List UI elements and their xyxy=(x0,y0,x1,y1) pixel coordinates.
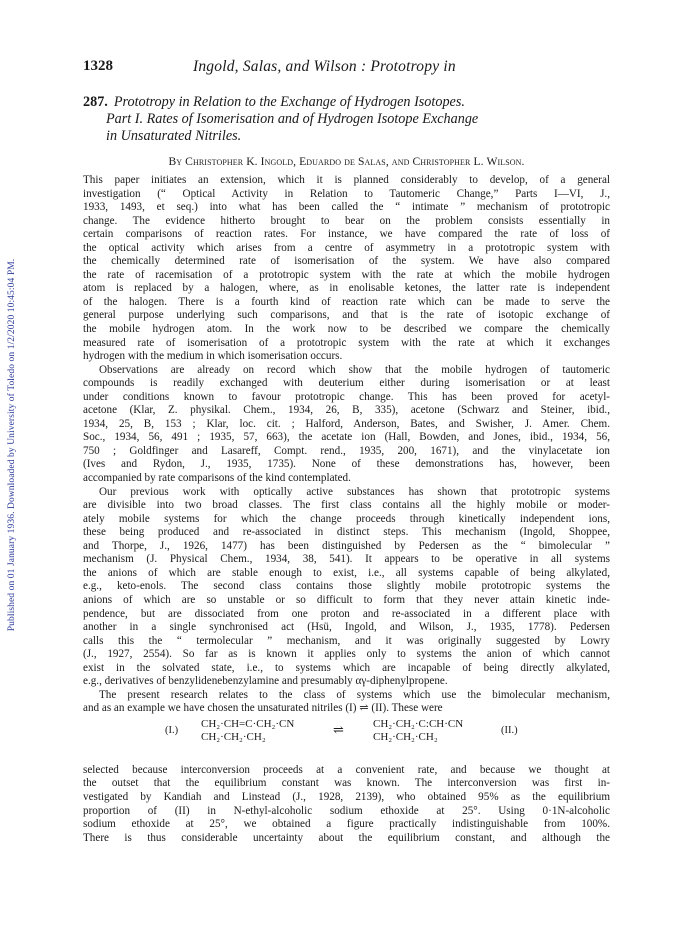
body-line: This paper initiates an extension, which it is planned considerably to develop, of a general xyxy=(83,174,610,186)
article-title xyxy=(83,94,610,145)
body-line: (J., 1927, 2554). So far as is known it applies only to systems the anion of which cannot xyxy=(83,648,610,661)
body-line: accompanied by rate comparisons of the kind contemplated. xyxy=(83,472,351,485)
body-line: are divisible into two broad classes. The first class contains all the highly mobile or moder- xyxy=(83,499,610,512)
body-line: of the halogen. There is a fourth kind of reaction rate which can be made to serve the xyxy=(83,295,610,308)
body-line: proportion of (II) in N-ethyl-alcoholic sodium ethoxide at 25°. Using 0·1N-alcoholic xyxy=(83,804,610,817)
body-text-part-1 xyxy=(83,174,610,716)
body-line: calls this the “ termolecular ” mechanism, and it was originally suggested by Lowry xyxy=(83,634,610,647)
compound-i-top: CH₂·CH=C·CH₂·CN xyxy=(201,717,295,730)
compound-i-bottom: CH₂·CH₂·CH₂ xyxy=(201,730,266,743)
body-line: selected because interconversion proceeds at a convenient rate, and because we thought at xyxy=(83,763,610,776)
body-line: and Thorpe, J., 1926, 1477) has been distinguished by Pedersen as the “ bimolecular ” xyxy=(83,539,610,552)
body-line: ately mobile systems for which the change proceeds through kinetically independent ions, xyxy=(83,512,610,525)
compound-i-formula xyxy=(201,718,294,744)
body-line: anions of which are so unstable or so difficult to form that they never attain kinetic inde- xyxy=(83,593,610,606)
body-line: investigation (“ Optical Activity in Relation to Tautomeric Change,” Parts I—VI, J., xyxy=(83,187,610,200)
body-line: hydrogen with the medium in which isomerisation occurs. xyxy=(83,350,343,363)
body-line: Observations are already on record which show that the mobile hydrogen of tautomeric xyxy=(99,363,610,376)
body-line: 1934, 25, B, 153 ; Klar, loc. cit. ; Halford, Anderson, Bates, and Swisher, J. Amer. Chem. xyxy=(83,417,610,430)
body-line: the mobile hydrogen atom. In the work now to be described we compare the chemically xyxy=(83,323,610,336)
body-line: 1933, 1493, et seq.) into what has been called the “ intimate ” mechanism of prototropic xyxy=(83,201,610,214)
article-number: 287. xyxy=(83,94,108,110)
compound-label-i: (I.) xyxy=(165,724,179,736)
body-line: e.g., derivatives of benzylidenebenzylamine and presumably αγ-diphenylpropene. xyxy=(83,675,448,688)
body-line: the optical activity which arises from a centre of asymmetry in a prototropic system with xyxy=(83,241,610,254)
body-line: pendence, but are dissociated from one proton and re-associated in a different place with xyxy=(83,607,610,620)
title-line-3: in Unsaturated Nitriles. xyxy=(106,128,242,144)
page-header xyxy=(83,58,610,80)
body-line: compounds is readily exchanged with deuterium either during isomerisation or at least xyxy=(83,377,610,390)
reaction-scheme xyxy=(83,718,610,758)
body-line: the anions of which are stable enough to exist, i.e., all systems capable of being alkylated, xyxy=(83,566,610,579)
body-line: atom is replaced by a halogen, where, as in enolisable ketones, the latter rate is independent xyxy=(83,282,610,295)
body-line: these being produced and re-associated in distinct steps. This mechanism (Ingold, Shoppee, xyxy=(83,526,610,539)
title-line-2: Part I. Rates of Isomerisation and of Hydrogen Isotope Exchange xyxy=(106,111,479,127)
running-head: Ingold, Salas, and Wilson : Prototropy in xyxy=(193,58,456,75)
body-line: The present research relates to the class of systems which use the bimolecular mechanism, xyxy=(99,688,610,701)
download-stamp xyxy=(0,0,24,935)
equilibrium-arrow: ⇌ xyxy=(333,721,344,737)
body-line: vestigated by Kandiah and Linstead (J., 1928, 2139), who obtained 95% as the equilibrium xyxy=(83,790,610,803)
body-line: exist in the solvated state, i.e., to systems which are incapable of being directly alkylated, xyxy=(83,661,610,674)
body-line: and as an example we have chosen the unsaturated nitriles (I) ⇌ (II). These were xyxy=(83,702,443,715)
download-stamp-text: Published on 01 January 1936. Downloaded by University of Toledo on 1/2/2020 10:45:04 PM. xyxy=(7,258,17,632)
authors: By Christopher K. Ingold, Eduardo de Salas, and Christopher L. Wilson. xyxy=(168,155,525,168)
compound-ii-top: CH₂·CH₂·C:CH·CN xyxy=(373,717,464,730)
body-line: acetone (Klar, Z. physikal. Chem., 1934, 26, B, 335), acetone (Schwarz and Steiner, ibid., xyxy=(83,404,610,417)
body-line: the outset that the equilibrium constant was known. The interconversion was first in- xyxy=(83,777,610,790)
compound-label-ii: (II.) xyxy=(501,724,518,736)
body-line: general purpose underlying such comparisons, and that is the rate of isotopic exchange of xyxy=(83,309,610,322)
page-number: 1328 xyxy=(83,58,113,74)
body-line: sodium ethoxide at 25°, we obtained a figure practically indistinguishable from 100%. xyxy=(83,818,610,831)
body-line: measured rate of isomerisation of a prototropic system with the rate at which it exchanges xyxy=(83,336,610,349)
body-line: another in a single synchronised act (Hsü, Ingold, and Wilson, J., 1935, 1778). Pedersen xyxy=(83,621,610,634)
body-line: Our previous work with optically active substances has shown that prototropic systems xyxy=(99,485,610,498)
body-line: mechanism (J. Physical Chem., 1934, 38, 541). It appears to be operative in all systems xyxy=(83,553,610,566)
body-text-part-2 xyxy=(83,764,610,845)
body-line: the rate of racemisation of a prototropic system with the rate at which the mobile hydrogen xyxy=(83,268,610,281)
author-byline xyxy=(83,155,610,168)
compound-ii-formula xyxy=(373,718,463,744)
body-line: the chemically determined rate of isomerisation of the system. We have also compared xyxy=(83,255,610,268)
article-page xyxy=(83,58,610,845)
body-line: certain comparisons of reaction rates. For instance, we have compared the rate of loss of xyxy=(83,228,610,241)
body-line: e.g., keto-enols. The second class contains those slightly mobile prototropic systems the xyxy=(83,580,610,593)
body-line: There is thus considerable uncertainty about the equilibrium constant, and although the xyxy=(83,831,610,844)
body-line: (Ives and Rydon, J., 1935, 1735). None of these demonstrations has, however, been xyxy=(83,458,610,471)
title-line-1: Prototropy in Relation to the Exchange of Hydrogen Isotopes. xyxy=(113,94,465,110)
compound-ii-bottom: CH₂·CH₂·CH₂ xyxy=(373,730,438,743)
body-line: Soc., 1934, 56, 491 ; 1935, 57, 663), the acetate ion (Hall, Bowden, and Jones, ibid., 1934, 56, xyxy=(83,431,610,444)
body-line: under conditions known to favour prototropic change. This has been proved for acetyl- xyxy=(83,390,610,403)
body-line: change. The evidence hitherto brought to bear on the problem consists essentially in xyxy=(83,214,610,227)
body-line: 750 ; Goldfinger and Lasareff, Compt. rend., 1935, 200, 1671), and the vinylacetate ion xyxy=(83,444,610,457)
